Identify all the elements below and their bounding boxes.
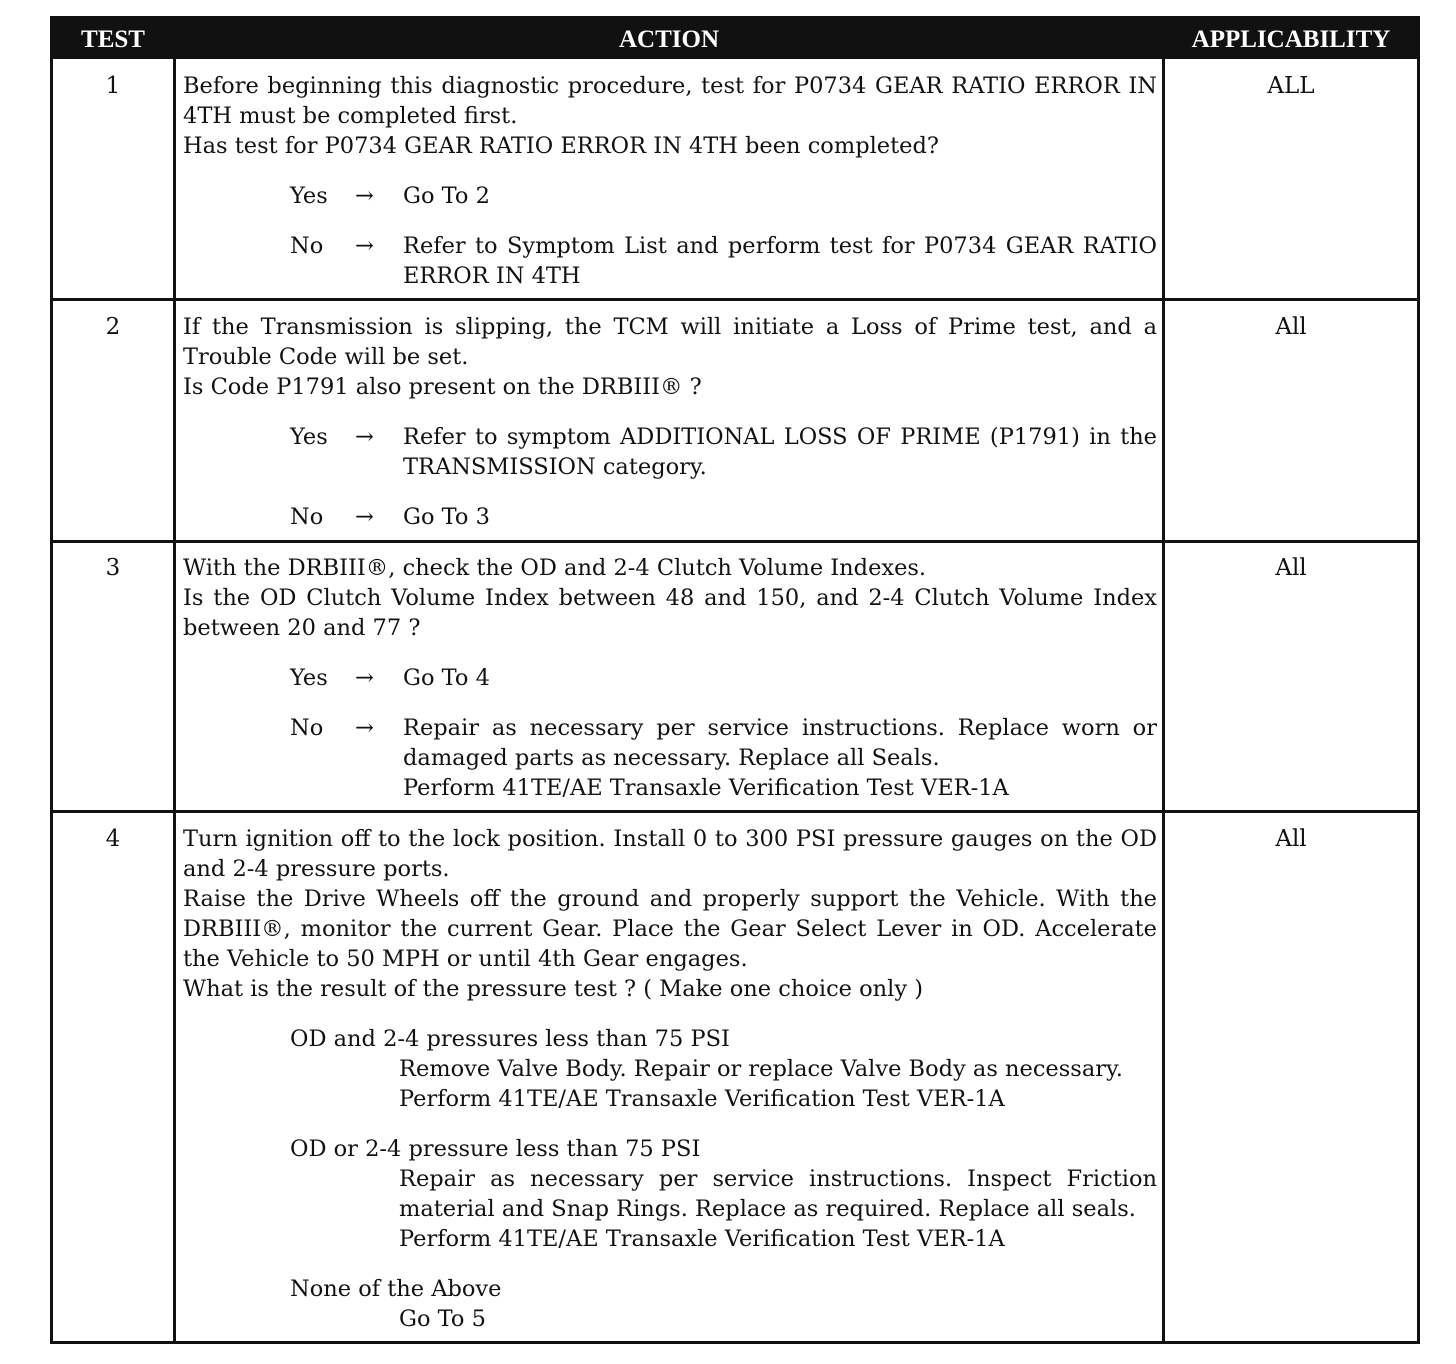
question-text: What is the result of the pressure test ? ( Make one choice only ) — [183, 976, 924, 1002]
choice-option — [183, 1024, 1157, 1114]
test-number: 3 — [105, 555, 121, 581]
test-2-action — [183, 312, 1157, 532]
yes-label: Yes — [290, 424, 328, 450]
yes-label: Yes — [290, 665, 328, 691]
verification-test-text: Perform 41TE/AE Transaxle Verification Test VER-1A — [403, 775, 1009, 801]
row-divider — [53, 298, 1417, 301]
no-result — [403, 713, 1157, 803]
no-branch — [183, 713, 1157, 803]
choice-option — [183, 1134, 1157, 1254]
question-text: With the DRBIII®, check the OD and 2-4 Clutch Volume Indexes. — [183, 555, 927, 581]
no-label: No — [290, 715, 324, 741]
question-text: Raise the Drive Wheels off the ground and properly support the Vehicle. With the DRBIII®, monitor the current Gear. Place the Gear Select Lever in OD. Accelerate the Vehicle to 50 MPH or until 4th Gear engages. — [183, 886, 1157, 972]
question-text: Has test for P0734 GEAR RATIO ERROR IN 4TH been completed? — [183, 133, 939, 159]
applicability: All — [1275, 555, 1307, 581]
arrow-icon: → — [355, 665, 374, 691]
choice-action: Remove Valve Body. Repair or replace Valve Body as necessary. — [399, 1056, 1123, 1082]
yes-branch — [183, 181, 1157, 211]
test-4-action — [183, 824, 1157, 1334]
question-text: Turn ignition off to the lock position. Install 0 to 300 PSI pressure gauges on the OD and 2-4 pressure ports. — [183, 826, 1157, 882]
test-1-action — [183, 71, 1157, 291]
no-label: No — [290, 233, 324, 259]
no-result: Refer to Symptom List and perform test for P0734 GEAR RATIO ERROR IN 4TH — [403, 233, 1157, 289]
applicability: All — [1275, 826, 1307, 852]
column-divider — [1162, 59, 1165, 1341]
question-text: Is Code P1791 also present on the DRBIII® ? — [183, 374, 702, 400]
question-text: Is the OD Clutch Volume Index between 48 and 150, and 2-4 Clutch Volume Index between 20 and 77 ? — [183, 585, 1157, 641]
test-3-action — [183, 553, 1157, 803]
header-test: TEST — [81, 26, 145, 53]
yes-branch — [183, 422, 1157, 482]
row-divider — [53, 810, 1417, 813]
arrow-icon: → — [355, 424, 374, 450]
choice-action: Go To 5 — [399, 1306, 486, 1332]
arrow-icon: → — [355, 233, 374, 259]
diagnostic-table — [50, 16, 1420, 1344]
choice-action: Repair as necessary per service instructions. Inspect Friction material and Snap Rings. Replace as required. Replace all seals. — [399, 1166, 1157, 1222]
choice-action: Perform 41TE/AE Transaxle Verification Test VER-1A — [399, 1226, 1005, 1252]
yes-result: Go To 2 — [403, 183, 490, 209]
no-result-text: Repair as necessary per service instructions. Replace worn or damaged parts as necessary. Replace all Seals. — [403, 715, 1157, 771]
arrow-icon: → — [355, 504, 374, 530]
choice-condition: None of the Above — [290, 1276, 502, 1302]
test-number: 2 — [105, 314, 121, 340]
yes-result: Go To 4 — [403, 665, 490, 691]
header-applicability: APPLICABILITY — [1191, 26, 1391, 53]
question-text: If the Transmission is slipping, the TCM will initiate a Loss of Prime test, and a Trouble Code will be set. — [183, 314, 1157, 370]
row-divider — [53, 540, 1417, 543]
arrow-icon: → — [355, 715, 374, 741]
test-number: 1 — [105, 73, 121, 99]
no-label: No — [290, 504, 324, 530]
choice-condition: OD and 2-4 pressures less than 75 PSI — [290, 1026, 730, 1052]
choice-option — [183, 1274, 1157, 1334]
choice-action: Perform 41TE/AE Transaxle Verification Test VER-1A — [399, 1086, 1005, 1112]
header-action: ACTION — [618, 26, 719, 53]
yes-label: Yes — [290, 183, 328, 209]
choice-condition: OD or 2-4 pressure less than 75 PSI — [290, 1136, 701, 1162]
question-text: Before beginning this diagnostic procedure, test for P0734 GEAR RATIO ERROR IN 4TH must be completed first. — [183, 73, 1157, 129]
test-number: 4 — [105, 826, 121, 852]
no-branch — [183, 231, 1157, 291]
arrow-icon: → — [355, 183, 374, 209]
column-divider — [173, 59, 176, 1341]
yes-branch — [183, 663, 1157, 693]
yes-result: Refer to symptom ADDITIONAL LOSS OF PRIME (P1791) in the TRANSMISSION category. — [403, 424, 1157, 480]
table-header — [53, 19, 1417, 59]
applicability: All — [1275, 314, 1307, 340]
no-branch — [183, 502, 1157, 532]
applicability: ALL — [1267, 73, 1315, 99]
no-result: Go To 3 — [403, 504, 490, 530]
